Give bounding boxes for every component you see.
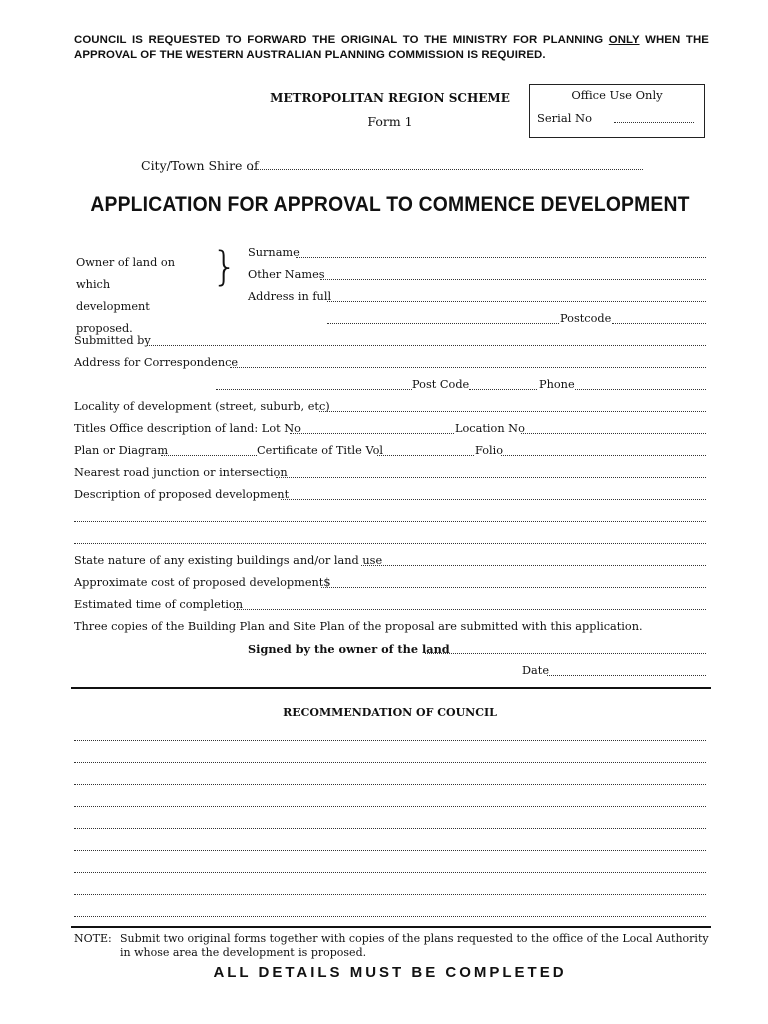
post-code-label: Post Code [412,378,470,391]
note-block [74,932,714,960]
recommendation-line[interactable] [74,916,706,917]
folio-label: Folio [475,444,504,457]
description-label: Description of proposed development [74,488,290,501]
plan-diagram-label: Plan or Diagram [74,444,169,457]
copies-statement: Three copies of the Building Plan and Site Plan of the proposal are submitted with this application. [74,620,643,633]
existing-use-label: State nature of any existing buildings and/or land use [74,554,383,567]
notice-underlined-word: ONLY [608,34,640,46]
lot-no-field[interactable] [290,433,454,434]
scheme-heading: METROPOLITAN REGION SCHEME [270,91,510,105]
cost-label: Approximate cost of proposed development$ [74,576,331,589]
serial-no-label [537,111,592,125]
signature-field[interactable] [425,653,706,654]
recommendation-line[interactable] [74,784,706,785]
description-field[interactable] [281,499,706,500]
recommendation-line[interactable] [74,828,706,829]
address-correspondence-field[interactable] [230,367,706,368]
note-label: NOTE: [74,932,112,945]
recommendation-line[interactable] [74,762,706,763]
owner-postcode-field[interactable] [612,323,706,324]
certificate-title-label: Certificate of Title Vol [257,444,383,457]
address-correspondence-field-2[interactable] [216,389,412,390]
submitted-by-field[interactable] [147,345,706,346]
location-no-label: Location No [455,422,525,435]
road-junction-field[interactable] [276,477,706,478]
serial-label-text: Serial No [537,111,593,125]
date-label: Date [522,664,550,677]
recommendation-line[interactable] [74,894,706,895]
plan-diagram-field[interactable] [161,455,257,456]
description-field-2[interactable] [74,521,706,522]
city-shire-label: City/Town Shire of [141,158,259,173]
serial-no-field[interactable] [614,122,694,123]
locality-label: Locality of development (street, suburb, etc) [74,400,330,413]
recommendation-line[interactable] [74,740,706,741]
cost-field[interactable] [321,587,706,588]
certificate-title-field[interactable] [377,455,474,456]
recommendation-heading: RECOMMENDATION OF COUNCIL [283,706,497,719]
note-divider [71,926,711,928]
address-full-label: Address in full [248,290,332,303]
phone-label: Phone [539,378,575,391]
all-details-footer: ALL DETAILS MUST BE COMPLETED [213,964,567,981]
address-full-field[interactable] [327,301,706,302]
other-names-field[interactable] [320,279,706,280]
road-junction-label: Nearest road junction or intersection [74,466,288,479]
other-names-label: Other Names [248,268,325,281]
completion-time-field[interactable] [234,609,706,610]
recommendation-line[interactable] [74,806,706,807]
address-correspondence-label: Address for Correspondence [74,356,239,369]
locality-field[interactable] [319,411,706,412]
note-row-1 [74,932,714,946]
office-use-title: Office Use Only [571,88,663,102]
surname-field[interactable] [296,257,706,258]
owner-label-line2: development proposed. [76,300,150,335]
phone-field[interactable] [575,389,706,390]
post-code-field[interactable] [469,389,537,390]
brace-icon: } [212,244,238,290]
folio-field[interactable] [501,455,706,456]
owner-label [76,252,208,340]
address-full-field-2[interactable] [327,323,559,324]
note-text-line2: in whose area the development is proposed. [120,946,367,959]
owner-postcode-label: Postcode [560,312,612,325]
forwarding-notice [74,33,709,63]
location-no-field[interactable] [521,433,706,434]
recommendation-line[interactable] [74,850,706,851]
surname-label: Surname [248,246,300,259]
section-divider [71,687,711,689]
date-field[interactable] [547,675,706,676]
signed-owner-label [248,642,450,657]
notice-text-part1: COUNCIL IS REQUESTED TO FORWARD THE ORIGINAL TO THE MINISTRY FOR PLANNING [74,34,609,46]
owner-label-line1: Owner of land on which [76,256,175,291]
existing-use-field[interactable] [361,565,706,566]
form-title: APPLICATION FOR APPROVAL TO COMMENCE DEVELOPMENT [90,193,690,216]
submitted-by-label: Submitted by [74,334,151,347]
recommendation-line[interactable] [74,872,706,873]
lot-no-label: Titles Office description of land: Lot No [74,422,301,435]
form-number: Form 1 [367,114,413,129]
completion-time-label: Estimated time of completion [74,598,244,611]
city-shire-field[interactable] [251,169,643,170]
signed-owner-text: Signed by the owner of the land [248,642,450,656]
note-text-line1: Submit two original forms together with copies of the plans requested to the office of the Local Authority [120,932,709,945]
office-use-box [529,84,705,138]
description-field-3[interactable] [74,543,706,544]
notice-text-part2: WHEN THE APPROVAL OF THE WESTERN AUSTRALIAN PLANNING COMMISSION IS REQUIRED. [74,34,709,61]
